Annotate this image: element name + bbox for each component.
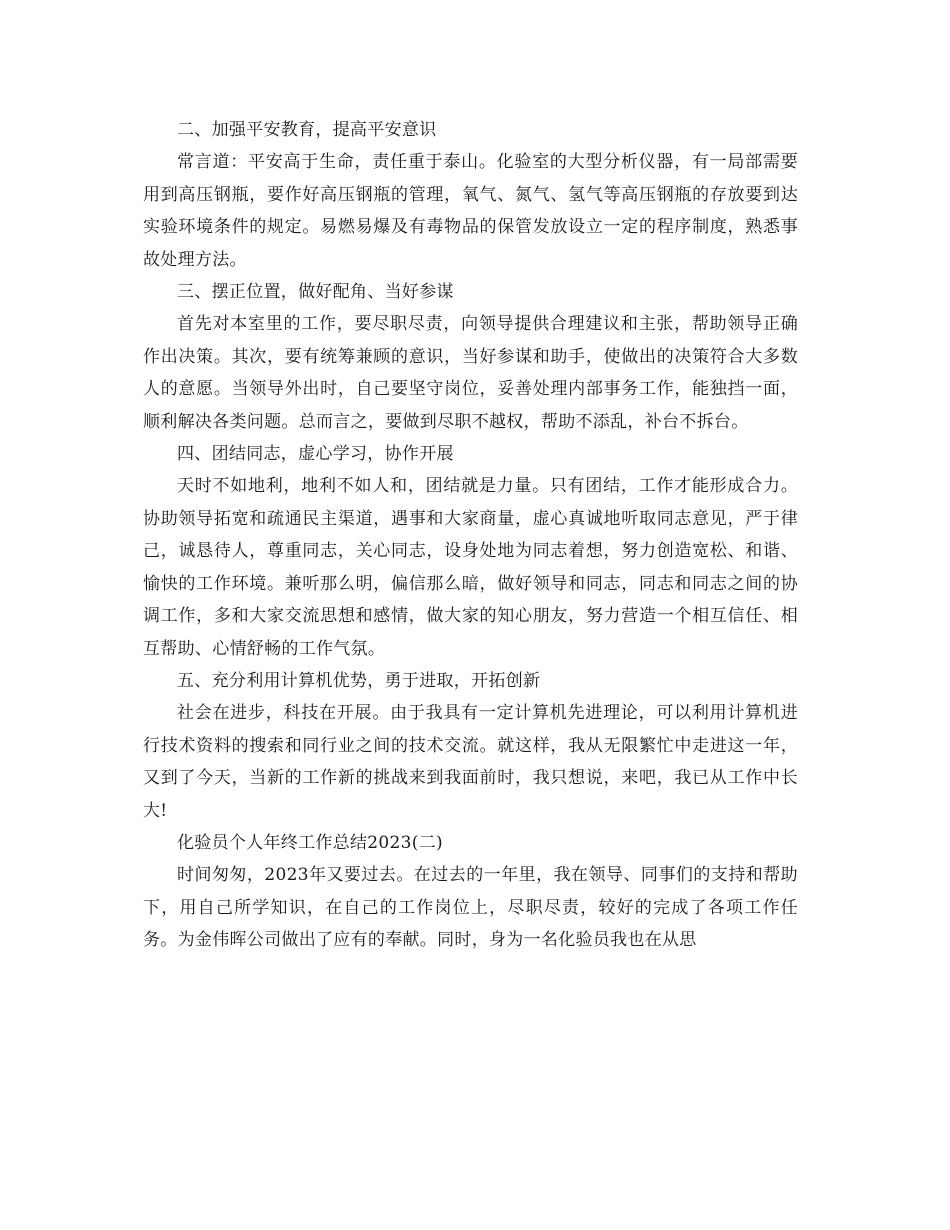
- document-subtitle: 化验员个人年终工作总结2023(二): [177, 832, 443, 853]
- section-paragraph-summary: 时间匆匆，2023年又要过去。在过去的一年里，我在领导、同事们的支持和帮助下，用自己所学知识，在自己的工作岗位上，尽职尽责，较好的完成了各项工作任务。为金伟晖公司做出了应有的奉献。同时，身为一名化验员我也在从思: [143, 865, 798, 951]
- section-heading-safety: 二、加强平安教育，提高平安意识: [177, 120, 437, 140]
- section-paragraph-unity: 天时不如地利，地利不如人和，团结就是力量。只有团结，工作才能形成合力。协助领导拓宽和疏通民主渠道，遇事和大家商量，虚心真诚地听取同志意见，严于律己，诚恳待人，尊重同志，关心同志，设身处地为同志着想，努力创造宽松、和谐、愉快的工作环境。兼听那么明，偏信那么暗，做好领导和同志，同志和同志之间的协调工作，多和大家交流思想和感情，做大家的知心朋友，努力营造一个相互信任、相互帮助、心情舒畅的工作气氛。: [143, 476, 798, 659]
- section-paragraph-safety: 常言道：平安高于生命，责任重于泰山。化验室的大型分析仪器，有一局部需要用到高压钢瓶，要作好高压钢瓶的管理，氧气、氮气、氢气等高压钢瓶的存放要到达实验环境条件的规定。易燃易爆及有毒物品的保管发放设立一定的程序制度，熟悉事故处理方法。: [143, 152, 798, 270]
- document-page: [143, 114, 798, 957]
- section-paragraph-position: 首先对本室里的工作，要尽职尽责，向领导提供合理建议和主张，帮助领导正确作出决策。其次，要有统筹兼顾的意识，当好参谋和助手，使做出的决策符合大多数人的意愿。当领导外出时，自己要坚守岗位，妥善处理内部事务工作，能独挡一面，顺利解决各类问题。总而言之，要做到尽职不越权，帮助不添乱，补台不拆台。: [143, 314, 798, 432]
- section-heading-position: 三、摆正位置，做好配角、当好参谋: [177, 282, 454, 303]
- section-paragraph-computer: 社会在进步，科技在开展。由于我具有一定计算机先进理论，可以利用计算机进行技术资料的搜索和同行业之间的技术交流。就这样，我从无限繁忙中走进这一年，又到了今天，当新的工作新的挑战来到我面前时，我只想说，来吧，我已从工作中长大!: [143, 703, 798, 821]
- section-heading-unity: 四、团结同志，虚心学习，协作开展: [177, 444, 454, 465]
- section-heading-computer: 五、充分利用计算机优势，勇于进取，开拓创新: [177, 670, 541, 691]
